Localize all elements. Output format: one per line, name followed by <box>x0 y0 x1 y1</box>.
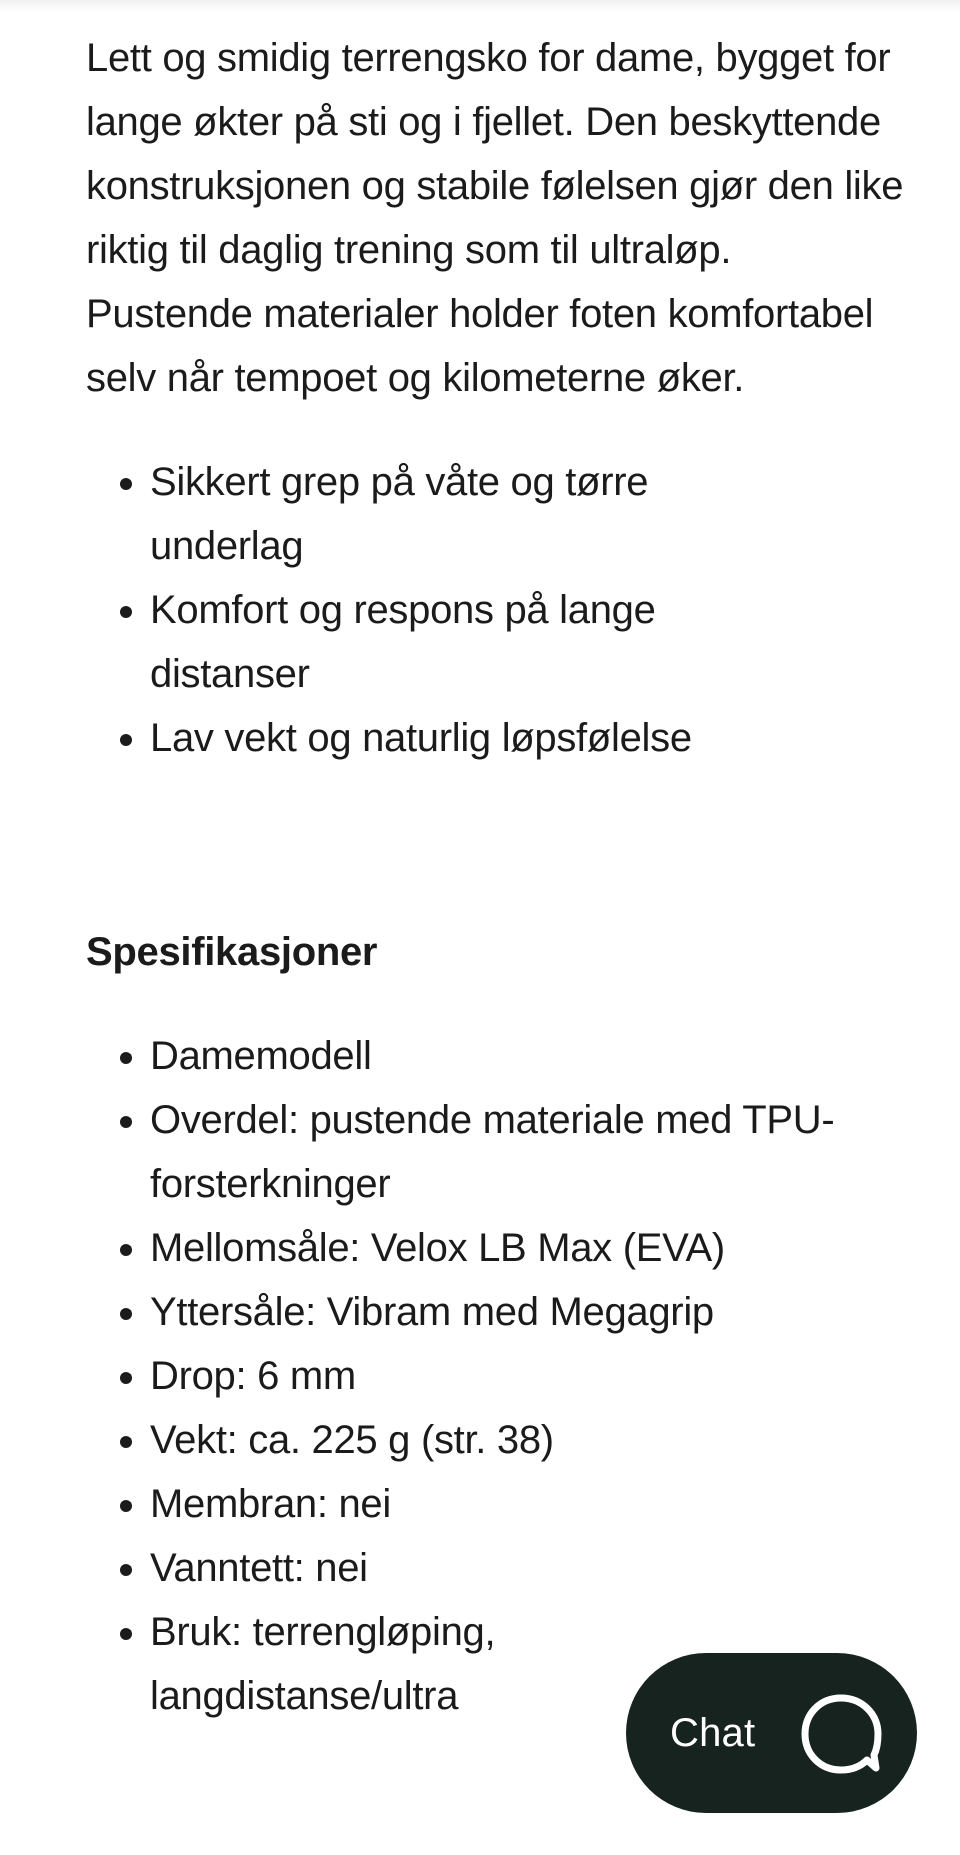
feature-list <box>86 450 750 770</box>
chat-button-label: Chat <box>670 1710 756 1755</box>
feature-item: • Sikkert grep på våte og tørre underlag <box>150 450 750 578</box>
spec-item: • Vanntett: nei <box>150 1536 870 1600</box>
spec-item: • Bruk: terrengløping, langdistanse/ultra <box>150 1600 570 1728</box>
feature-item: • Lav vekt og naturlig løpsfølelse <box>150 706 750 770</box>
spec-item: • Yttersåle: Vibram med Megagrip <box>150 1280 870 1344</box>
chat-button[interactable] <box>626 1653 917 1813</box>
spec-item: • Vekt: ca. 225 g (str. 38) <box>150 1408 870 1472</box>
spec-item: • Damemodell <box>150 1024 870 1088</box>
product-description-section <box>86 26 906 1728</box>
specs-list <box>86 1024 870 1728</box>
spec-item: • Mellomsåle: Velox LB Max (EVA) <box>150 1216 870 1280</box>
spec-item: • Membran: nei <box>150 1472 870 1536</box>
specs-heading: Spesifikasjoner <box>86 930 378 974</box>
product-description: Lett og smidig terrengsko for dame, bygget for lange økter på sti og i fjellet. Den beskyttende konstruksjonen og stabile følelsen gjør den like riktig til daglig trening som til ultraløp. Pustende materialer holder foten komfortabel selv når tempoet og kilometerne øker. <box>86 36 904 400</box>
feature-item: • Komfort og respons på lange distanser <box>150 578 750 706</box>
spec-item: • Drop: 6 mm <box>150 1344 870 1408</box>
chat-bubble-icon <box>798 1691 884 1777</box>
top-shadow <box>0 0 960 12</box>
spec-item: • Overdel: pustende materiale med TPU-forsterkninger <box>150 1088 870 1216</box>
